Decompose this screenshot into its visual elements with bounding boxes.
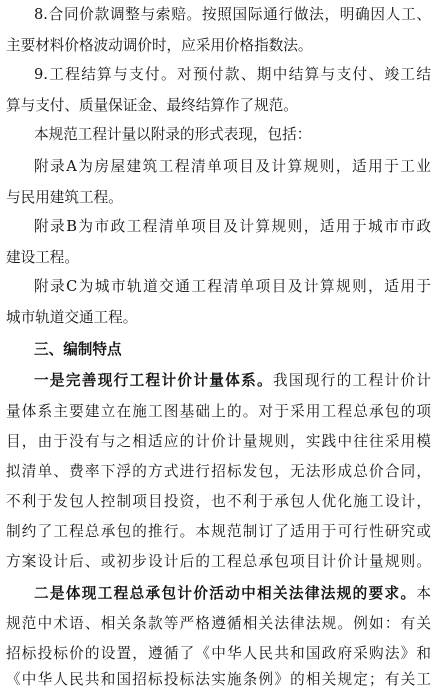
paragraph-line: 附录C为城市轨道交通工程清单项目及计算规则，适用于 xyxy=(34,278,431,295)
paragraph-line: 制约了工程总承包的推行。本规范制订了适用于可行性研究或 xyxy=(6,523,431,540)
paragraph-line xyxy=(34,583,431,605)
paragraph-line: 主要材料价格波动调价时，应采用价格指数法。 xyxy=(6,37,313,54)
paragraph-text: 本 xyxy=(416,585,431,602)
paragraph-line: 量体系主要建立在施工图基础上的。对于采用工程总承包的项 xyxy=(6,403,431,420)
paragraph-line: 8.合同价款调整与索赔。按照国际通行做法，明确因人工、 xyxy=(34,6,431,23)
paragraph-line: 9.工程结算与支付。对预付款、期中结算与支付、竣工结 xyxy=(34,66,431,83)
paragraph-line: 拟清单、费率下浮的方式进行招标发包，无法形成总价合同， xyxy=(6,463,431,480)
paragraph-line: 《中华人民共和国招标投标法实施条例》的相关规定；有关工 xyxy=(6,671,431,688)
paragraph-line: 城市轨道交通工程。 xyxy=(6,309,138,326)
paragraph-line: 不利于发包人控制项目投资，也不利于承包人优化施工设计， xyxy=(6,493,431,510)
bold-lead-text: 一是完善现行工程计价计量体系。 xyxy=(34,372,273,389)
paragraph-line xyxy=(34,370,431,392)
paragraph-line: 规范中术语、相关条款等严格遵循相关法律法规。例如：有关 xyxy=(6,615,431,632)
paragraph-line: 附录A为房屋建筑工程清单项目及计算规则，适用于工业 xyxy=(34,158,431,175)
paragraph-line: 招标投标价的设置，遵循了《中华人民共和国政府采购法》和 xyxy=(6,645,431,662)
paragraph-text: 我国现行的工程计价计 xyxy=(273,372,431,389)
paragraph-line: 方案设计后、或初步设计后的工程总承包项目计价计量规则。 xyxy=(6,553,431,570)
paragraph-line: 与民用建筑工程。 xyxy=(6,189,123,206)
paragraph-line: 附录B为市政工程清单项目及计算规则，适用于城市市政 xyxy=(34,218,431,235)
paragraph-line: 目，由于没有与之相适应的计价计量规则，实践中往往采用模 xyxy=(6,433,431,450)
bold-lead-text: 二是体现工程总承包计价活动中相关法律法规的要求。 xyxy=(34,585,417,602)
paragraph-line: 建设工程。 xyxy=(6,249,79,266)
paragraph-line: 算与支付、质量保证金、最终结算作了规范。 xyxy=(6,97,298,114)
paragraph-line: 本规范工程计量以附录的形式表现，包括： xyxy=(34,126,312,143)
section-heading: 三、编制特点 xyxy=(34,341,122,358)
